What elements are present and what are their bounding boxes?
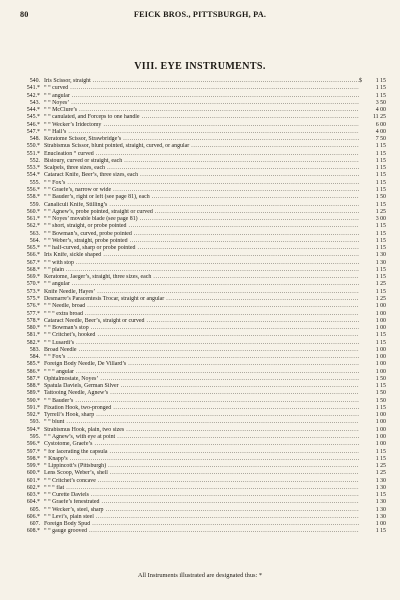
list-item: [12, 223, 386, 230]
item-number: 576.*: [26, 303, 40, 310]
item-price: 1 15: [375, 237, 386, 244]
item-number: 600.*: [26, 470, 40, 477]
item-price: 1 00: [375, 310, 386, 317]
item-price: 1 15: [375, 288, 386, 295]
item-description: “ “ gauge grooved .....: [44, 528, 359, 535]
list-item: [12, 390, 386, 397]
item-number: 553.*: [26, 165, 40, 172]
item-number: 556.*: [26, 186, 40, 193]
item-description: Lens Scoop, Weber’s, shell .....: [44, 470, 359, 477]
item-description: “ for lacerating the capsula .....: [44, 449, 359, 456]
item-number: 577.*: [26, 310, 40, 317]
list-item: [12, 369, 386, 376]
item-price: 1 15: [375, 266, 386, 273]
item-number: 589.*: [26, 390, 40, 397]
list-item: [12, 332, 386, 339]
item-description: “ “ Weber’s, straight, probe pointed .....: [44, 238, 359, 245]
item-description: Spatula Daviels, German Silver .....: [44, 383, 359, 390]
item-price: 1 30: [375, 252, 386, 259]
item-description: “ “ blunt .....: [44, 419, 359, 426]
list-item: [12, 158, 386, 165]
item-price: 4 00: [375, 107, 386, 114]
item-price: 1 15: [375, 201, 386, 208]
list-item: [12, 361, 386, 368]
item-description: “ “ Bauder’s .....: [44, 398, 359, 405]
item-price: 1 15: [375, 143, 386, 150]
item-number: 601.*: [26, 477, 40, 484]
item-description: “ “ plain .....: [44, 267, 359, 274]
item-number: 562.*: [26, 223, 40, 230]
item-price: 1 00: [375, 521, 386, 528]
item-price: 1 00: [375, 434, 386, 441]
list-item: [12, 245, 386, 252]
item-number: 568.*: [26, 266, 40, 273]
item-description: “ “ Fox’s .....: [44, 354, 359, 361]
list-item: [12, 165, 386, 172]
item-description: Desmarre’s Paracentesis Trocar, straight or angular .....: [44, 296, 359, 303]
item-description: Scalpels, three sizes, each .....: [44, 165, 359, 172]
item-price: 1 15: [375, 528, 386, 535]
item-description: “ Knapp’s .....: [44, 456, 359, 463]
list-item: [12, 122, 386, 129]
item-description: Enucleation “ curved .....: [44, 151, 359, 158]
item-description: “ “ Agnew’s, probe pointed, straight or curved .....: [44, 209, 359, 216]
list-item: [12, 485, 386, 492]
item-description: Cataract Knife, Beer’s, three sizes, each .....: [44, 172, 359, 179]
item-price: 1 00: [375, 419, 386, 426]
item-description: Canaliculi Knife, Stilling’s .....: [44, 202, 359, 209]
item-number: 550.*: [26, 143, 40, 150]
item-price: 6 00: [375, 121, 386, 128]
list-item: [12, 376, 386, 383]
item-price: 1 50: [375, 375, 386, 382]
item-number: 584.: [29, 354, 40, 361]
list-item: [12, 78, 386, 85]
item-description: “ “ Fox’s .....: [44, 180, 359, 187]
item-price: 1 15: [375, 165, 386, 172]
list-item: [12, 528, 386, 535]
item-price: 1 25: [375, 295, 386, 302]
item-price: 1 15: [375, 230, 386, 237]
item-description: “ Lippincott’s (Pittsburgh) .....: [44, 463, 359, 470]
item-description: “ “ “ extra broad .....: [44, 311, 359, 318]
item-description: “ “ with stop .....: [44, 260, 359, 267]
item-price: 1 30: [375, 484, 386, 491]
list-item: [12, 180, 386, 187]
item-description: “ “ Noyes’ .....: [44, 100, 359, 107]
item-price: 11 25: [372, 114, 386, 121]
item-number: 569.*: [26, 274, 40, 281]
item-number: 583.: [29, 346, 40, 353]
list-item: [12, 456, 386, 463]
item-price: 1 00: [375, 361, 386, 368]
item-number: 573.*: [26, 288, 40, 295]
list-item: [12, 499, 386, 506]
item-price: 1 30: [375, 513, 386, 520]
price-list: [12, 78, 386, 536]
item-description: “ “ Noyes’ movable blade (see page 81) .....: [44, 216, 359, 223]
item-description: Fixation Hook, two-pronged .....: [44, 405, 359, 412]
item-description: “ “ canulated, and Forceps to one handle .....: [44, 114, 359, 121]
item-number: 561.*: [26, 216, 40, 223]
item-description: “ “ Curette Daviels .....: [44, 492, 359, 499]
item-price: 1 00: [375, 426, 386, 433]
item-description: “ “ half-curved, sharp or probe pointed .....: [44, 245, 359, 252]
list-item: [12, 93, 386, 100]
item-number: 596.*: [26, 441, 40, 448]
list-item: [12, 441, 386, 448]
item-price: 1 15: [375, 179, 386, 186]
item-number: 606.*: [26, 513, 40, 520]
item-price: 1 00: [375, 368, 386, 375]
item-number: 551.*: [26, 150, 40, 157]
list-item: [12, 514, 386, 521]
item-description: Keratome, Jaeger’s, straight, three sizes, each .....: [44, 274, 359, 281]
item-description: Tattooing Needle, Agnew’s .....: [44, 390, 359, 397]
item-price: 1 15: [375, 172, 386, 179]
item-price: 1 00: [375, 412, 386, 419]
item-price: 1 30: [375, 499, 386, 506]
item-description: Bistoury, curved or straight, each .....: [44, 158, 359, 165]
item-price: 1 25: [375, 208, 386, 215]
list-item: [12, 478, 386, 485]
list-item: [12, 419, 386, 426]
list-item: [12, 296, 386, 303]
list-item: [12, 289, 386, 296]
item-description: Iris Knife, sickle shaped .....: [44, 252, 359, 259]
item-price: 1 00: [375, 441, 386, 448]
list-item: [12, 521, 386, 528]
item-price: 1 15: [375, 92, 386, 99]
item-description: Strabismus Scissor, blunt pointed, straight, curved, or angular .....: [44, 143, 359, 150]
item-number: 558.*: [26, 194, 40, 201]
item-number: 545.*: [26, 114, 40, 121]
list-item: [12, 303, 386, 310]
item-number: 543.: [29, 99, 40, 106]
item-number: 547.*: [26, 128, 40, 135]
item-number: 581.*: [26, 332, 40, 339]
item-price: 1 15: [375, 448, 386, 455]
item-number: 582.*: [26, 339, 40, 346]
item-price: 1 50: [375, 194, 386, 201]
list-item: [12, 129, 386, 136]
item-description: “ “ Wecker’s, steel, sharp .....: [44, 507, 359, 514]
list-item: [12, 354, 386, 361]
item-price: 1 15: [375, 78, 386, 84]
item-description: “ “ Graefe’s fenestrated .....: [44, 499, 359, 506]
list-item: [12, 463, 386, 470]
list-item: [12, 340, 386, 347]
item-number: 563.: [29, 230, 40, 237]
item-number: 590.*: [26, 397, 40, 404]
list-item: [12, 136, 386, 143]
item-number: 608.*: [26, 528, 40, 535]
item-price: 1 15: [375, 186, 386, 193]
item-number: 603.*: [26, 492, 40, 499]
item-price: 1 15: [375, 404, 386, 411]
item-price: 1 30: [375, 477, 386, 484]
item-number: 585.*: [26, 361, 40, 368]
list-item: [12, 209, 386, 216]
item-price: 1 15: [375, 383, 386, 390]
item-price: 1 30: [375, 506, 386, 513]
item-description: “ “ Graefe’s, narrow or wide .....: [44, 187, 359, 194]
list-item: [12, 143, 386, 150]
item-price: 1 00: [375, 317, 386, 324]
item-price: 1 25: [375, 470, 386, 477]
list-item: [12, 318, 386, 325]
item-number: 605.: [29, 506, 40, 513]
item-number: 540.: [29, 78, 40, 84]
item-description: “ “ Bowman’s, curved, probe pointed .....: [44, 231, 359, 238]
item-description: Ophtalmostate, Noyes’ .....: [44, 376, 359, 383]
list-item: [12, 274, 386, 281]
item-description: Strabismus Hook, plain, two sizes .....: [44, 427, 359, 434]
item-description: “ “ curved .....: [44, 85, 359, 92]
item-price: 7 50: [375, 136, 386, 143]
item-description: “ “ Wecker’s Iridectomy .....: [44, 122, 359, 129]
item-description: Tyrrell’s Hook, sharp .....: [44, 412, 359, 419]
item-description: “ “ Critchet’s concave .....: [44, 478, 359, 485]
item-price: 1 15: [375, 245, 386, 252]
list-item: [12, 405, 386, 412]
list-item: [12, 252, 386, 259]
item-number: 575.*: [26, 295, 40, 302]
item-number: 555.: [29, 179, 40, 186]
list-item: [12, 260, 386, 267]
item-number: 588.*: [26, 383, 40, 390]
item-number: 541.*: [26, 85, 40, 92]
item-price: 1 15: [375, 85, 386, 92]
list-item: [12, 325, 386, 332]
item-description: “ “ Bowman’s stop .....: [44, 325, 359, 332]
item-price: 1 15: [375, 274, 386, 281]
item-description: “ “ Needle, broad .....: [44, 303, 359, 310]
item-price: 1 00: [375, 354, 386, 361]
list-item: [12, 427, 386, 434]
item-price: 1 15: [375, 157, 386, 164]
item-price: 3 00: [375, 216, 386, 223]
list-item: [12, 194, 386, 201]
page-number: 80: [20, 10, 29, 19]
list-item: [12, 311, 386, 318]
item-price: 1 00: [375, 346, 386, 353]
dollar-sign: $: [359, 78, 362, 84]
item-description: “ “ McClure’s .....: [44, 107, 359, 114]
item-number: 565.*: [26, 245, 40, 252]
item-description: Cystotome, Graefe’s .....: [44, 441, 359, 448]
item-description: Broad Needle .....: [44, 347, 359, 354]
item-number: 597.*: [26, 448, 40, 455]
list-item: [12, 172, 386, 179]
item-number: 594.*: [26, 426, 40, 433]
item-description: Iris Scissor, straight .....: [44, 78, 359, 85]
item-number: 595.: [29, 434, 40, 441]
item-description: “ “ “ flat .....: [44, 485, 359, 492]
item-description: “ “ short, straight, or probe pointed .....: [44, 223, 359, 230]
item-number: 564.: [29, 237, 40, 244]
item-number: 607.: [29, 521, 40, 528]
list-item: [12, 267, 386, 274]
list-item: [12, 231, 386, 238]
item-description: “ “ Lusardi’s .....: [44, 340, 359, 347]
item-number: 602.*: [26, 484, 40, 491]
list-item: [12, 412, 386, 419]
item-description: “ “ angular .....: [44, 281, 359, 288]
item-description: “ “ Levi’s, plain steel .....: [44, 514, 359, 521]
item-number: 570.*: [26, 281, 40, 288]
item-number: 560.*: [26, 208, 40, 215]
list-item: [12, 100, 386, 107]
item-price: 1 15: [375, 492, 386, 499]
list-item: [12, 281, 386, 288]
item-description: “ “ Agnew’s, with eye at point .....: [44, 434, 359, 441]
item-price: 1 15: [375, 339, 386, 346]
item-number: 580.*: [26, 325, 40, 332]
list-item: [12, 151, 386, 158]
item-price: 1 15: [375, 223, 386, 230]
item-number: 591.*: [26, 404, 40, 411]
list-item: [12, 398, 386, 405]
item-number: 542.*: [26, 92, 40, 99]
list-item: [12, 85, 386, 92]
list-item: [12, 507, 386, 514]
list-item: [12, 202, 386, 209]
item-description: Foreign Body Needle, De Villard’s .....: [44, 361, 359, 368]
item-number: 599.*: [26, 463, 40, 470]
item-description: “ “ Hall’s .....: [44, 129, 359, 136]
item-price: 1 00: [375, 303, 386, 310]
item-price: 4 00: [375, 128, 386, 135]
item-price: 1 25: [375, 281, 386, 288]
list-item: [12, 434, 386, 441]
item-number: 554.*: [26, 172, 40, 179]
item-description: Keratome Scissor, Strawbridge’s .....: [44, 136, 359, 143]
list-item: [12, 470, 386, 477]
item-number: 559.: [29, 201, 40, 208]
item-description: Knife Needle, Hayes’ .....: [44, 289, 359, 296]
item-description: “ “ “ angular .....: [44, 369, 359, 376]
list-item: [12, 114, 386, 121]
item-price: 1 25: [375, 463, 386, 470]
running-title: FEICK BROS., PITTSBURGH, PA.: [133, 10, 267, 19]
item-price: 1 15: [375, 455, 386, 462]
list-item: [12, 107, 386, 114]
item-description: “ “ Bauder’s, right or left (see page 81), each .....: [44, 194, 359, 201]
item-number: 586.*: [26, 368, 40, 375]
item-price: 1 50: [375, 397, 386, 404]
item-number: 578.*: [26, 317, 40, 324]
item-number: 604.*: [26, 499, 40, 506]
item-number: 587.*: [26, 375, 40, 382]
item-price: 1 00: [375, 325, 386, 332]
item-price: 1 15: [375, 150, 386, 157]
item-description: Cataract Needle, Beer’s, straight or curved .....: [44, 318, 359, 325]
item-price: 1 50: [375, 390, 386, 397]
item-number: 593.: [29, 419, 40, 426]
list-item: [12, 383, 386, 390]
item-number: 544.*: [26, 107, 40, 114]
list-item: [12, 216, 386, 223]
list-item: [12, 492, 386, 499]
page-header: [20, 10, 380, 24]
list-item: [12, 187, 386, 194]
list-item: [12, 347, 386, 354]
item-number: 566.*: [26, 252, 40, 259]
item-number: 552.: [29, 157, 40, 164]
item-description: “ “ Critchet’s, hooked .....: [44, 332, 359, 339]
item-number: 546.*: [26, 121, 40, 128]
item-price: 3 50: [375, 99, 386, 106]
item-price: 1 30: [375, 259, 386, 266]
item-price: 1 15: [375, 332, 386, 339]
item-number: 598.*: [26, 455, 40, 462]
section-title: VIII. EYE INSTRUMENTS.: [134, 61, 266, 72]
item-number: 567.*: [26, 259, 40, 266]
item-description: Foreign Body Spud .....: [44, 521, 359, 528]
item-description: “ “ angular .....: [44, 93, 359, 100]
item-number: 592.*: [26, 412, 40, 419]
item-number: 548.: [29, 136, 40, 143]
list-item: [12, 238, 386, 245]
list-item: [12, 449, 386, 456]
footer-note: All Instruments illustrated are designated thus: *: [137, 572, 263, 579]
